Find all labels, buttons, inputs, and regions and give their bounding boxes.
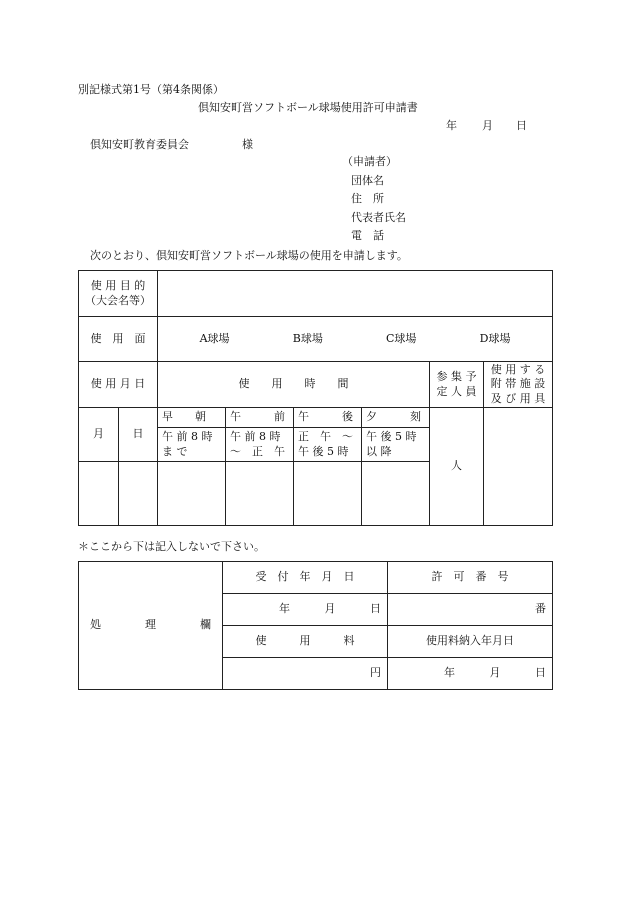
applicant-rep-label: 代表者氏名	[351, 211, 406, 224]
form-title: 倶知安町営ソフトボール球場使用許可申請書	[198, 101, 418, 114]
fee-paid-date-field[interactable]: 年 月 日	[388, 658, 553, 690]
slot-am-label: 午 前	[226, 408, 294, 428]
purpose-label: 使 用 目 的 （大会名等）	[79, 271, 158, 317]
form-reference: 別記様式第1号（第4条関係）	[78, 83, 224, 96]
equipment-label: 使 用 す る 附 帯 施 設 及 び 用 具	[484, 362, 553, 408]
fee-paid-date-label: 使用料納入年月日	[388, 626, 553, 658]
date-day: 日	[516, 119, 527, 132]
slot-evening-label: 夕 刻	[362, 408, 430, 428]
time-label: 使 用 時 間	[158, 362, 430, 408]
field-a-option[interactable]: A球場	[199, 331, 230, 345]
field-c-option[interactable]: C球場	[386, 331, 417, 345]
office-label: 処 理 欄	[79, 562, 223, 690]
field-b-option[interactable]: B球場	[292, 331, 323, 345]
applicant-heading: （申請者）	[342, 155, 397, 168]
attendees-label: 参 集 予 定 人 員	[430, 362, 484, 408]
addressee: 倶知安町教育委員会	[90, 138, 189, 151]
slot-early-field[interactable]	[158, 462, 226, 526]
permit-number-label: 許 可 番 号	[388, 562, 553, 594]
receipt-date-label: 受 付 年 月 日	[223, 562, 388, 594]
field-d-option[interactable]: D球場	[479, 331, 511, 345]
fee-label: 使 用 料	[223, 626, 388, 658]
applicant-phone-label: 電 話	[351, 229, 384, 242]
date-month: 月	[482, 119, 493, 132]
office-use-note: ＊ここから下は記入しないで下さい。	[78, 540, 265, 553]
purpose-field[interactable]	[158, 271, 553, 317]
slot-pm-field[interactable]	[294, 462, 362, 526]
slot-am-range: 午 前 8 時 ～ 正 午	[226, 428, 294, 462]
receipt-date-field[interactable]: 年 月 日	[223, 594, 388, 626]
slot-evening-range: 午 後 5 時 以 降	[362, 428, 430, 462]
intro-text: 次のとおり、倶知安町営ソフトボール球場の使用を申請します。	[90, 249, 408, 262]
field-options	[158, 317, 553, 362]
date-year: 年	[446, 119, 457, 132]
slot-evening-field[interactable]	[362, 462, 430, 526]
equipment-field[interactable]	[484, 408, 553, 526]
honorific: 様	[242, 138, 253, 151]
applicant-group-label: 団体名	[351, 174, 384, 187]
person-unit: 人	[451, 459, 462, 473]
field-label: 使 用 面	[79, 317, 158, 362]
month-field[interactable]	[79, 462, 119, 526]
slot-am-field[interactable]	[226, 462, 294, 526]
day-label: 日	[119, 408, 158, 462]
permit-number-field[interactable]: 番	[388, 594, 553, 626]
slot-early-label: 早 朝	[158, 408, 226, 428]
fee-field[interactable]: 円	[223, 658, 388, 690]
date-label: 使 用 月 日	[79, 362, 158, 408]
slot-pm-label: 午 後	[294, 408, 362, 428]
month-label: 月	[79, 408, 119, 462]
slot-early-range: 午 前 8 時 ま で	[158, 428, 226, 462]
slot-pm-range: 正 午 ～ 午 後 5 時	[294, 428, 362, 462]
day-field[interactable]	[119, 462, 158, 526]
applicant-address-label: 住 所	[351, 192, 384, 205]
application-table	[78, 270, 553, 526]
attendees-field[interactable]	[430, 408, 484, 526]
office-table	[78, 561, 553, 690]
